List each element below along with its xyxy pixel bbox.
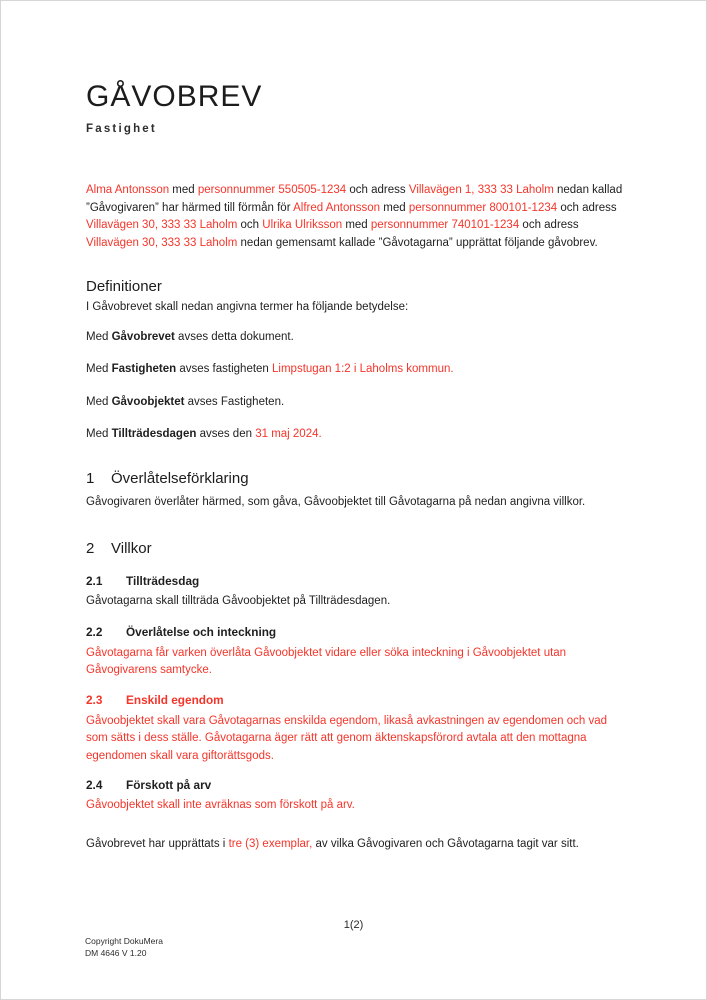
definition-item-fastigheten: Med Fastigheten avses fastigheten Limpstugan 1:2 i Laholms kommun. <box>86 363 454 375</box>
subsection-2-4-body: Gåvoobjektet skall inte avräknas som förskott på arv. <box>86 799 355 811</box>
subsection-2-2-body: Gåvotagarna får varken överlåta Gåvoobjektet vidare eller söka inteckning i Gåvoobjektet utan Gåvogivarens samtycke. <box>86 646 567 676</box>
section-1-heading <box>86 468 623 489</box>
subsection-2-4-number: 2.4 <box>86 778 103 792</box>
subsection-2-1-title: Tillträdesdag <box>126 574 200 588</box>
subsection-2-3-title: Enskild egendom <box>126 692 224 707</box>
definition-item-gavoobjektet: Med Gåvoobjektet avses Fastigheten. <box>86 395 285 408</box>
subsection-2-4-heading <box>86 777 623 793</box>
section-1-body: Gåvogivaren överlåter härmed, som gåva, Gåvoobjektet till Gåvotagarna på nedan angivna villkor. <box>86 495 586 508</box>
definitions-intro: I Gåvobrevet skall nedan angivna termer ha följande betydelse: <box>86 301 409 313</box>
subsection-2-1-body: Gåvotagarna skall tillträda Gåvoobjektet på Tillträdesdagen. <box>86 595 391 607</box>
subsection-2-3-body: Gåvoobjektet skall vara Gåvotagarnas enskilda egendom, likaså avkastningen av egendomen och vad som sätts i dess ställe. Gåvotagarna äger rätt att genom äktenskapsförord avtala att den mottagna egendomen skall vara giftorättsgods. <box>86 714 608 762</box>
section-1-number: 1 <box>86 469 95 487</box>
section-2-number: 2 <box>86 540 95 557</box>
definitions-heading: Definitioner <box>86 278 162 295</box>
definition-item-tilltradesdagen: Med Tillträdesdagen avses den 31 maj 2024. <box>86 428 322 440</box>
document-version: DM 4646 V 1.20 <box>85 948 147 958</box>
page-number: 1(2) <box>343 919 364 931</box>
subsection-2-2-number: 2.2 <box>86 624 103 639</box>
subsection-2-1-number: 2.1 <box>86 574 103 588</box>
closing-paragraph: Gåvobrevet har upprättats i tre (3) exemplar, av vilka Gåvogivaren och Gåvotagarna tagit var sitt. <box>86 837 579 850</box>
document-title: GÅVOBREV <box>86 80 263 113</box>
intro-paragraph: Alma Antonsson med personnummer 550505-1234 och adress Villavägen 1, 333 33 Laholm nedan kallad ”Gåvogivaren” har härmed till förmån för Alfred Antonsson med personnummer 800101-1234 och adress Villavägen 30, 333 33 Laholm och Ulrika Ulriksson med personnummer 740101-1234 och adress Villavägen 30, 333 33 Laholm nedan gemensamt kallade ”Gåvotagarna” upprättat följande gåvobrev. <box>86 184 623 249</box>
document-content <box>86 81 623 853</box>
subsection-2-2-title: Överlåtelse och inteckning <box>126 624 277 639</box>
subsection-2-4-title: Förskott på arv <box>126 778 212 792</box>
subsection-2-3-number: 2.3 <box>86 692 103 707</box>
document-subtitle: Fastighet <box>86 123 157 135</box>
copyright-line: Copyright DokuMera <box>85 936 163 946</box>
section-2-title: Villkor <box>111 540 152 557</box>
copyright-block <box>85 935 163 959</box>
subsection-2-3-heading <box>86 692 623 708</box>
definition-item-gavobrevet: Med Gåvobrevet avses detta dokument. <box>86 330 294 343</box>
section-1-title: Överlåtelseförklaring <box>111 469 249 487</box>
section-2-heading <box>86 538 623 559</box>
subsection-2-1-heading <box>86 573 623 589</box>
subsection-2-2-heading <box>86 624 623 640</box>
